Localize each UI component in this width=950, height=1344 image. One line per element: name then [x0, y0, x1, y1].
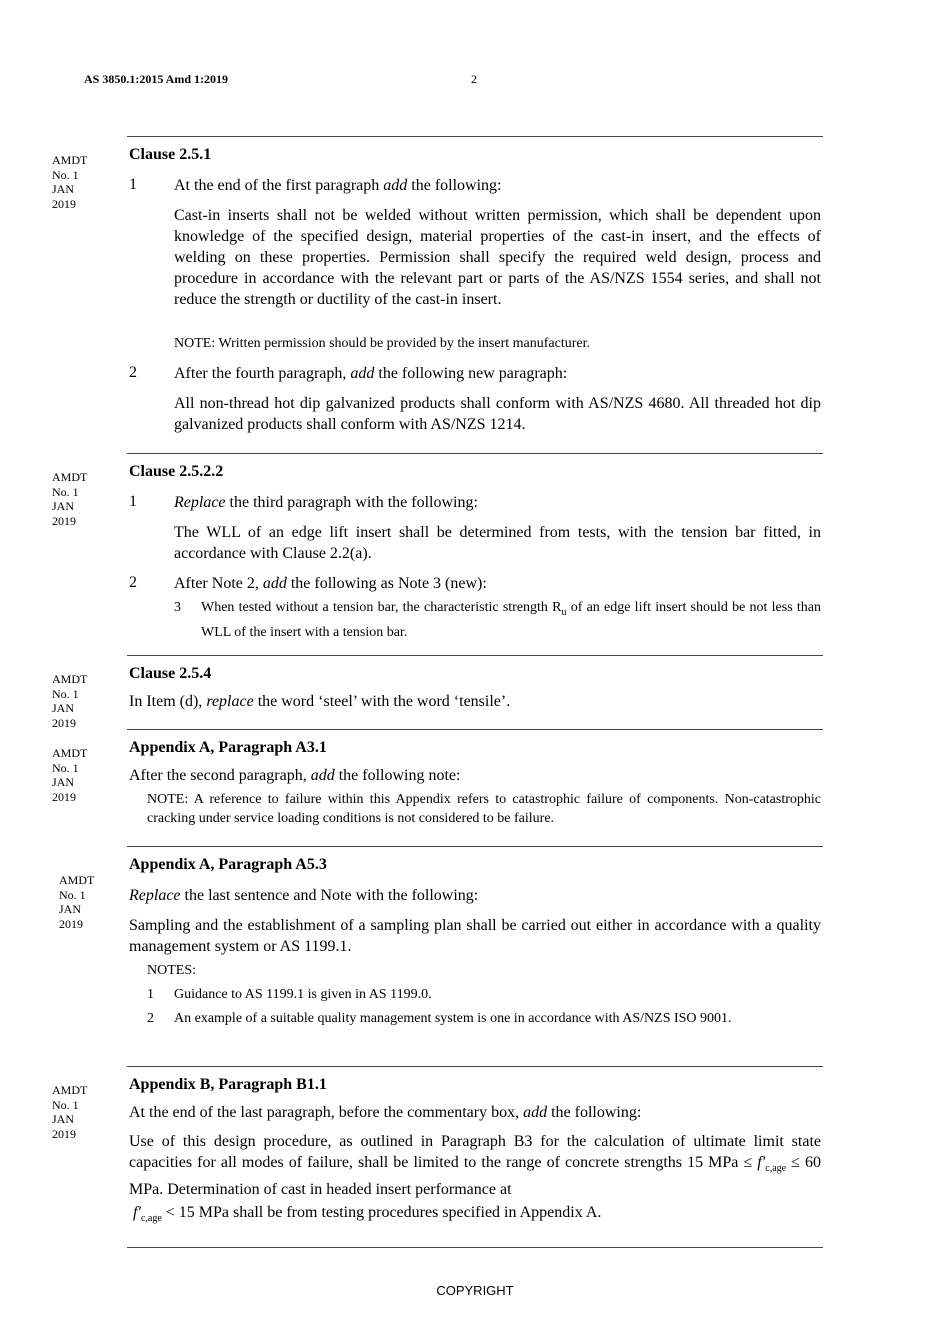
amendment-label: AMDT No. 1 JAN 2019 [52, 746, 88, 804]
instruction-text: Replace the last sentence and Note with the following: [129, 887, 479, 904]
clause-title: Appendix A, Paragraph A3.1 [129, 739, 327, 756]
instruction-text: In Item (d), replace the word ‘steel’ with the word ‘tensile’. [129, 693, 511, 710]
section-divider [127, 729, 823, 730]
amendment-label: AMDT No. 1 JAN 2019 [52, 672, 88, 730]
section-divider [127, 655, 823, 656]
inserted-paragraph: All non-thread hot dip galvanized products shall conform with AS/NZS 4680. All threaded hot dip galvanized products shall conform with AS/NZS 1214. [174, 395, 821, 433]
section-divider [127, 136, 823, 137]
section-divider [127, 453, 823, 454]
inserted-paragraph-continued: $f'_{c,age} < 15$ MPa shall be from testing procedures specified in Appendix A. [133, 1204, 602, 1225]
amendment-label: AMDT No. 1 JAN 2019 [52, 153, 88, 211]
instruction-text: At the end of the first paragraph add the following: [174, 177, 502, 194]
inserted-paragraph: The WLL of an edge lift insert shall be determined from tests, with the tension bar fitted, in accordance with Clause 2.2(a). [174, 524, 821, 562]
clause-title: Clause 2.5.1 [129, 146, 212, 163]
instruction-text: At the end of the last paragraph, before the commentary box, add the following: [129, 1104, 642, 1121]
clause-title: Appendix A, Paragraph A5.3 [129, 856, 327, 873]
item-number: 2 [129, 364, 137, 381]
item-number: 1 [129, 176, 137, 193]
instruction-text: Replace the third paragraph with the following: [174, 494, 478, 511]
item-number: 2 [129, 574, 137, 591]
section-divider [127, 1247, 823, 1248]
amendment-label: AMDT No. 1 JAN 2019 [59, 873, 95, 931]
instruction-text: After the fourth paragraph, add the following new paragraph: [174, 365, 568, 382]
instruction-text: After Note 2, add the following as Note 3 (new): [174, 575, 487, 592]
note-text: NOTE: Written permission should be provided by the insert manufacturer. [174, 336, 590, 351]
clause-title: Appendix B, Paragraph B1.1 [129, 1076, 327, 1093]
clause-title: Clause 2.5.2.2 [129, 463, 224, 480]
note-item: 1 Guidance to AS 1199.1 is given in AS 1199.0. [147, 987, 432, 1002]
clause-title: Clause 2.5.4 [129, 665, 212, 682]
copyright-footer: COPYRIGHT [436, 1283, 514, 1298]
item-number: 1 [129, 493, 137, 510]
inserted-paragraph: Use of this design procedure, as outlined in Paragraph B3 for the calculation of ultimate limit state capacities for all modes of failure, shall be limited to the range of concrete strengths 15 MPa ≤ $f'_{c,age} \le 60$ MPa. Determination of cast in headed insert performance at [129, 1133, 821, 1199]
inserted-paragraph: Cast-in inserts shall not be welded without written permission, which shall be dependent upon knowledge of the specified design, material properties of the cast-in insert, and the effects of welding on these properties. Permission shall specify the required weld design, process and procedure in accordance with the relevant part or parts of the AS/NZS 1554 series, and shall not reduce the strength or ductility of the cast-in insert. [174, 207, 821, 308]
page-number: 2 [471, 72, 477, 86]
amendment-label: AMDT No. 1 JAN 2019 [52, 470, 88, 528]
note-item: 2 An example of a suitable quality management system is one in accordance with AS/NZS ISO 9001. [147, 1011, 732, 1026]
instruction-text: After the second paragraph, add the following note: [129, 767, 461, 784]
section-divider [127, 846, 823, 847]
notes-heading: NOTES: [147, 963, 196, 978]
note-text: NOTE: A reference to failure within this Appendix refers to catastrophic failure of components. Non-catastrophic cracking under service loading conditions is not considered to be failure. [147, 792, 821, 826]
header-standard-id: AS 3850.1:2015 Amd 1:2019 [84, 72, 229, 86]
section-divider [127, 1066, 823, 1067]
inserted-paragraph: Sampling and the establishment of a sampling plan shall be carried out either in accordance with a quality management system or AS 1199.1. [129, 917, 821, 955]
note-item: 3 When tested without a tension bar, the characteristic strength $R_u$ of an edge lift insert should be not less than WLL of the insert with a tension bar. [174, 600, 821, 640]
amendment-label: AMDT No. 1 JAN 2019 [52, 1083, 88, 1141]
